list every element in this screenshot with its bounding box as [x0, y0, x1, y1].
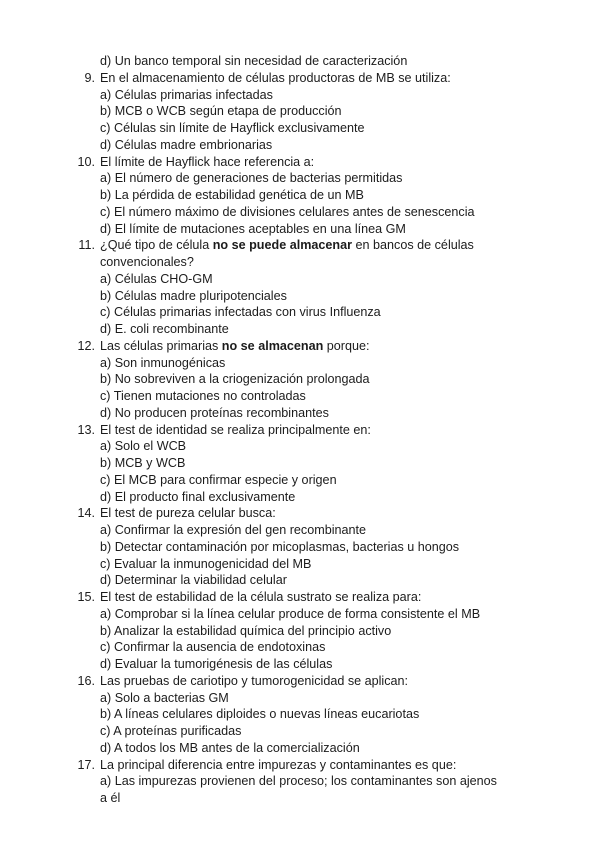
option-line: c) El número máximo de divisiones celulares antes de senescencia — [100, 204, 475, 219]
document-page — [0, 53, 599, 807]
option-line: d) No producen proteínas recombinantes — [100, 405, 329, 420]
option-line: a) Células primarias infectadas — [100, 87, 273, 102]
option-line: c) Tienen mutaciones no controladas — [100, 389, 306, 403]
option-line: d) El límite de mutaciones aceptables en una línea GM — [100, 221, 406, 236]
option-line: d) Células madre embrionarias — [100, 137, 273, 152]
option-line: a) Las impurezas provienen del proceso; los contaminantes son ajenos — [100, 774, 497, 789]
question-block — [0, 338, 599, 422]
question-line — [0, 757, 599, 774]
question-number: 12. — [77, 338, 95, 353]
question-line — [0, 338, 599, 355]
option-line: a) El número de generaciones de bacterias permitidas — [100, 171, 403, 186]
question-text: La principal diferencia entre impurezas y contaminantes es que: — [100, 757, 457, 772]
question-number: 10. — [77, 154, 95, 169]
question-number: 11. — [78, 238, 95, 253]
option-line: c) Confirmar la ausencia de endotoxinas — [100, 640, 326, 655]
question-block — [0, 757, 599, 807]
question-number: 16. — [77, 673, 95, 688]
question-number: 9. — [84, 70, 95, 85]
question-block — [0, 589, 599, 673]
option-line: d) E. coli recombinante — [100, 322, 229, 336]
question-text: Las pruebas de cariotipo y tumorogenicidad se aplican: — [100, 673, 409, 688]
question-text: El test de estabilidad de la célula sustrato se realiza para: — [100, 590, 422, 604]
question-block — [0, 154, 599, 238]
option-line: a) Son inmunogénicas — [100, 355, 226, 370]
option-line: c) Células primarias infectadas con virus Influenza — [100, 305, 381, 320]
option-line: d) Un banco temporal sin necesidad de caracterización — [100, 54, 408, 68]
option-line: c) Células sin límite de Hayflick exclusivamente — [100, 121, 365, 135]
option-line: b) MCB o WCB según etapa de producción — [100, 104, 342, 119]
option-line: b) La pérdida de estabilidad genética de un MB — [100, 188, 364, 202]
question-emphasis: no se puede almacenar — [212, 238, 353, 253]
question-text: porque: — [323, 338, 370, 353]
question-text: en bancos de células — [352, 238, 474, 253]
question-number: 13. — [77, 422, 95, 437]
option-line: c) El MCB para confirmar especie y origen — [100, 472, 337, 487]
question-text: El test de identidad se realiza principalmente en: — [100, 422, 371, 437]
option-line: a) Células CHO-GM — [100, 271, 213, 286]
question-line — [0, 589, 599, 606]
question-block — [0, 237, 599, 338]
question-text: ¿Qué tipo de célula — [100, 238, 213, 253]
question-block — [0, 70, 599, 154]
question-block — [0, 673, 599, 757]
option-line: d) Determinar la viabilidad celular — [100, 573, 287, 588]
option-line: a) Comprobar si la línea celular produce de forma consistente el MB — [100, 606, 481, 621]
option-line: c) A proteínas purificadas — [100, 724, 242, 738]
option-line: b) A líneas celulares diploides o nuevas líneas eucariotas — [100, 707, 420, 722]
question-number: 14. — [77, 506, 95, 521]
question-line — [0, 673, 599, 690]
option-line: a) Confirmar la expresión del gen recombinante — [100, 523, 367, 537]
option-line: d) El producto final exclusivamente — [100, 489, 296, 504]
option-line: b) Células madre pluripotenciales — [100, 288, 287, 303]
question-line — [0, 505, 599, 522]
option-line: a) Solo a bacterias GM — [100, 690, 229, 705]
question-line — [0, 237, 599, 254]
question-text: Las células primarias — [100, 338, 222, 353]
question-number: 17. — [77, 757, 95, 772]
option-line: b) No sobreviven a la criogenización prolongada — [100, 372, 370, 387]
option-line: d) Evaluar la tumorigénesis de las células — [100, 657, 333, 671]
question-list — [0, 70, 599, 807]
option-line: b) MCB y WCB — [100, 456, 186, 470]
question-block — [0, 505, 599, 589]
option-line: c) Evaluar la inmunogenicidad del MB — [100, 556, 312, 571]
question-line — [0, 154, 599, 171]
option-line: a) Solo el WCB — [100, 439, 187, 454]
question-text: El límite de Hayflick hace referencia a: — [100, 154, 315, 169]
question-line — [0, 70, 599, 87]
question-emphasis: no se almacenan — [221, 338, 324, 353]
option-line: a él — [100, 791, 121, 805]
option-line: b) Detectar contaminación por micoplasmas, bacterias u hongos — [100, 539, 460, 554]
question-block — [0, 422, 599, 506]
question-continuation: convencionales? — [100, 255, 194, 269]
question-text: El test de pureza celular busca: — [100, 506, 276, 521]
option-line: d) A todos los MB antes de la comercialización — [100, 740, 360, 755]
question-number: 15. — [77, 590, 95, 604]
question-line — [0, 422, 599, 439]
option-line: b) Analizar la estabilidad química del principio activo — [100, 623, 392, 638]
question-text: En el almacenamiento de células productoras de MB se utiliza: — [100, 70, 451, 85]
